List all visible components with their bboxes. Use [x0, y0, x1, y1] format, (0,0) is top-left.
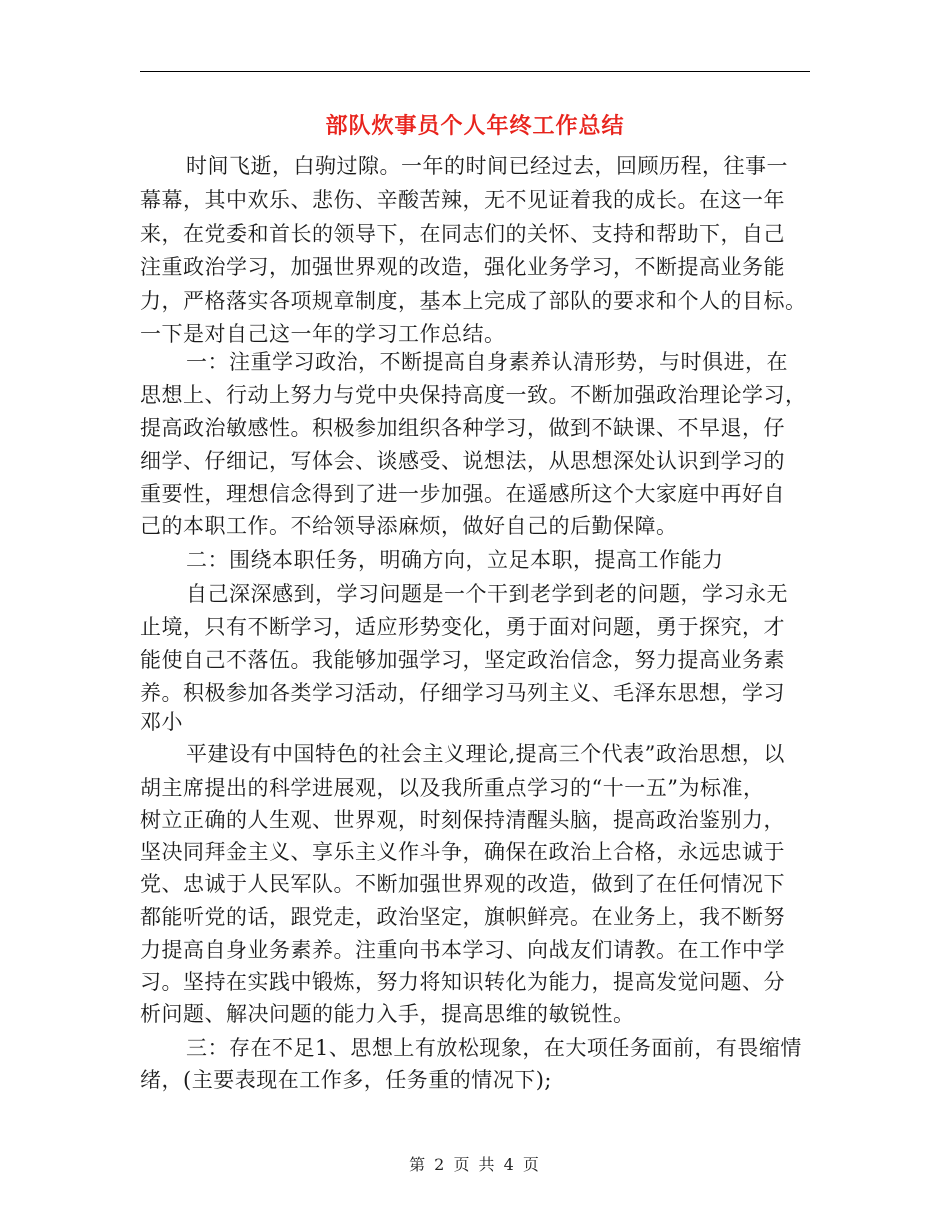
body-line: 注重政治学习，加强世界观的改造，强化业务学习，不断提高业务能 — [140, 255, 785, 279]
body-line: 己的本职工作。不给领导添麻烦，做好自己的后勤保障。 — [140, 514, 678, 538]
body-line: 析问题、解决问题的能力入手，提高思维的敏锐性。 — [140, 1002, 635, 1026]
page-number: 第 2 页 共 4 页 — [409, 1155, 541, 1174]
body-line: 树立正确的人生观、世界观，时刻保持清醒头脑，提高政治鉴别力， — [140, 808, 785, 832]
body-line: 邓小 — [140, 710, 183, 734]
body-line: 二：围绕本职任务，明确方向，立足本职，提高工作能力 — [186, 548, 724, 572]
body-line: 细学、仔细记，写体会、谈感受、说想法，从思想深处认识到学习的 — [140, 449, 785, 473]
body-line: 止境，只有不断学习，适应形势变化，勇于面对问题，勇于探究，才 — [140, 615, 785, 639]
body-line: 绪，(主要表现在工作多，任务重的情况下); — [140, 1068, 552, 1092]
body-line: 思想上、行动上努力与党中央保持高度一致。不断加强政治理论学习， — [140, 383, 807, 407]
body-line: 三：存在不足1、思想上有放松现象，在大项任务面前，有畏缩情 — [186, 1036, 802, 1060]
header-rule — [140, 71, 810, 72]
body-line: 力提高自身业务素养。注重向书本学习、向战友们请教。在工作中学 — [140, 938, 785, 962]
body-line: 时间飞逝，白驹过隙。一年的时间已经过去，回顾历程，往事一 — [186, 154, 788, 178]
body-line: 党、忠诚于人民军队。不断加强世界观的改造，做到了在任何情况下 — [140, 872, 785, 896]
document-title: 部队炊事员个人年终工作总结 — [325, 113, 625, 139]
body-line: 一：注重学习政治，不断提高自身素养认清形势，与时俱进，在 — [186, 350, 788, 374]
body-line: 习。坚持在实践中锻炼，努力将知识转化为能力，提高发觉问题、分 — [140, 970, 785, 994]
body-line: 能使自己不落伍。我能够加强学习，坚定政治信念，努力提高业务素 — [140, 648, 785, 672]
body-line: 一下是对自己这一年的学习工作总结。 — [140, 322, 506, 346]
body-line: 重要性，理想信念得到了进一步加强。在遥感所这个大家庭中再好自 — [140, 482, 785, 506]
body-line: 养。积极参加各类学习活动，仔细学习马列主义、毛泽东思想，学习 — [140, 681, 785, 705]
body-line: 胡主席提出的科学进展观，以及我所重点学习的“十一五”为标准， — [140, 776, 765, 800]
body-line: 都能听党的话，跟党走，政治坚定，旗帜鲜亮。在业务上，我不断努 — [140, 905, 785, 929]
body-line: 坚决同拜金主义、享乐主义作斗争，确保在政治上合格，永远忠诚于 — [140, 840, 785, 864]
body-line: 自己深深感到，学习问题是一个干到老学到老的问题，学习永无 — [186, 582, 788, 606]
body-line: 提高政治敏感性。积极参加组织各种学习，做到不缺课、不早退，仔 — [140, 416, 785, 440]
body-line: 幕幕，其中欢乐、悲伤、辛酸苦辣，无不见证着我的成长。在这一年 — [140, 188, 785, 212]
body-line: 来，在党委和首长的领导下，在同志们的关怀、支持和帮助下，自己 — [140, 222, 785, 246]
body-line: 平建设有中国特色的社会主义理论,提高三个代表”政治思想，以 — [186, 742, 785, 766]
body-line: 力，严格落实各项规章制度，基本上完成了部队的要求和个人的目标。 — [140, 289, 807, 313]
